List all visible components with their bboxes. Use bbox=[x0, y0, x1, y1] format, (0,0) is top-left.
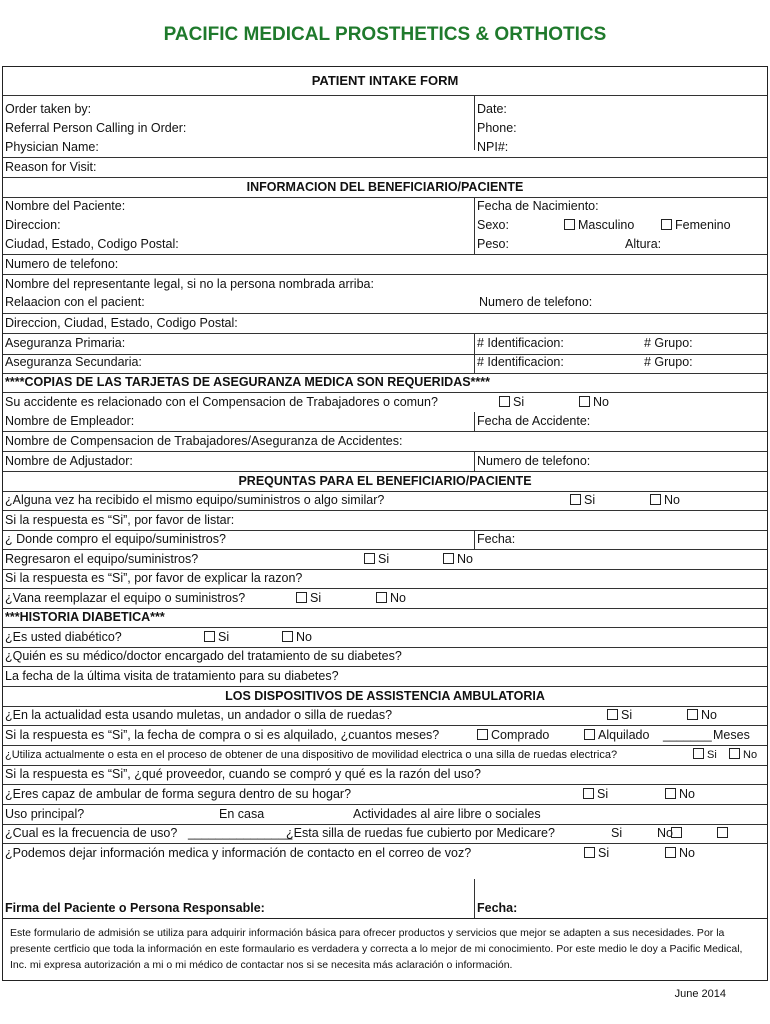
label-q-recibido: ¿Alguna vez ha recibido el mismo equipo/suministros o algo similar? bbox=[5, 493, 385, 507]
label-npi: NPI#: bbox=[477, 140, 509, 154]
label-q-listar: Si la respuesta es “Si”, por favor de listar: bbox=[5, 513, 235, 527]
label-no: No bbox=[296, 630, 312, 644]
row-empleador[interactable] bbox=[3, 412, 767, 432]
label-q-explicar: Si la respuesta es “Si”, por favor de explicar la razon? bbox=[5, 571, 303, 585]
label-femenino: Femenino bbox=[675, 218, 731, 232]
form-date: June 2014 bbox=[674, 988, 726, 1000]
row-representante[interactable] bbox=[3, 274, 767, 294]
row-order-taken[interactable] bbox=[3, 100, 767, 119]
checkbox-reemplazar-no[interactable] bbox=[376, 592, 387, 603]
label-rel-direccion: Direccion, Ciudad, Estado, Codigo Postal: bbox=[5, 316, 238, 330]
label-firma: Firma del Paciente o Persona Responsable: bbox=[5, 901, 265, 915]
row-relacion[interactable] bbox=[3, 293, 767, 312]
label-si: Si bbox=[584, 493, 596, 507]
company-title: PACIFIC MEDICAL PROSTHETICS & ORTHOTICS bbox=[163, 24, 607, 45]
label-q-medico: ¿Quién es su médico/doctor encargado del tratamiento de su diabetes? bbox=[5, 649, 402, 663]
label-date: Date: bbox=[477, 102, 507, 116]
label-si: Si bbox=[597, 787, 609, 801]
row-d-ambular[interactable] bbox=[3, 785, 767, 805]
checkbox-diabetico-no[interactable] bbox=[282, 631, 293, 642]
label-d-muletas: ¿En la actualidad esta usando muletas, un andador o silla de ruedas? bbox=[5, 708, 393, 722]
row-referral[interactable] bbox=[3, 119, 767, 138]
label-copias-requeridas: ****COPIAS DE LAS TARJETAS DE ASEGURANZA MEDICA SON REQUERIDAS**** bbox=[5, 375, 491, 389]
row-q-ultima-visita[interactable] bbox=[3, 667, 767, 687]
row-nombre[interactable] bbox=[3, 197, 767, 216]
row-q-diabetico[interactable] bbox=[3, 628, 767, 648]
checkbox-electrica-no[interactable] bbox=[729, 748, 740, 759]
label-d-correo-voz: ¿Podemos dejar información medica y información de contacto en el correo de voz? bbox=[5, 846, 472, 860]
row-direccion[interactable] bbox=[3, 216, 767, 235]
label-alquilado: Alquilado bbox=[598, 728, 650, 742]
section-questions-heading: PREQUNTAS PARA EL BENEFICIARIO/PACIENTE bbox=[3, 472, 767, 492]
row-q-regresaron[interactable] bbox=[3, 549, 767, 570]
label-si: Si bbox=[598, 846, 610, 860]
label-no: No bbox=[457, 552, 473, 566]
checkbox-diabetico-si[interactable] bbox=[204, 631, 215, 642]
label-en-casa: En casa bbox=[219, 807, 265, 821]
label-q-regresaron: Regresaron el equipo/suministros? bbox=[5, 552, 199, 566]
label-si: Si bbox=[310, 591, 322, 605]
label-no: No bbox=[657, 826, 673, 840]
checkbox-accidente-no[interactable] bbox=[579, 396, 590, 407]
label-fecha-firma: Fecha: bbox=[477, 901, 518, 915]
row-aseguranza-primaria[interactable] bbox=[3, 333, 767, 355]
checkbox-q-recibido-si[interactable] bbox=[570, 494, 581, 505]
label-aseguranza-primaria: Aseguranza Primaria: bbox=[5, 336, 126, 350]
row-q-medico[interactable] bbox=[3, 647, 767, 667]
label-q-donde: ¿ Donde compro el equipo/suministros? bbox=[5, 532, 226, 546]
label-compensacion: Nombre de Compensacion de Trabajadores/Aseguranza de Accidentes: bbox=[5, 434, 403, 448]
label-identificacion-1: # Identificacion: bbox=[477, 336, 564, 350]
meses-blank[interactable]: _______ bbox=[663, 728, 712, 742]
label-relacion: Relaacion con el pacient: bbox=[5, 295, 145, 309]
row-telefono[interactable] bbox=[3, 254, 767, 274]
checkbox-medicare-no[interactable] bbox=[671, 827, 682, 838]
footer-disclaimer bbox=[2, 918, 768, 981]
label-grupo-2: # Grupo: bbox=[644, 355, 693, 369]
row-q-recibido[interactable] bbox=[3, 491, 767, 511]
row-d-electrica[interactable] bbox=[3, 746, 767, 766]
row-d-frecuencia[interactable] bbox=[3, 824, 767, 844]
checkbox-regresaron-si[interactable] bbox=[364, 553, 375, 564]
label-reason: Reason for Visit: bbox=[5, 160, 97, 174]
row-aseguranza-secundaria[interactable] bbox=[3, 353, 767, 374]
label-fecha-nacimiento: Fecha de Nacimiento: bbox=[477, 199, 599, 213]
label-fecha-compra: Fecha: bbox=[477, 532, 516, 546]
label-comprado: Comprado bbox=[491, 728, 550, 742]
checkbox-comprado[interactable] bbox=[477, 729, 488, 740]
section-devices-heading: LOS DISPOSITIVOS DE ASSISTENCIA AMBULATORIA bbox=[3, 687, 767, 707]
label-d-proveedor: Si la respuesta es “Si”, ¿qué proveedor, cuando se compró y qué es la razón del uso? bbox=[5, 767, 481, 781]
label-q-reemplazar: ¿Vana reemplazar el equipo o suministros? bbox=[5, 591, 246, 605]
row-reason[interactable] bbox=[3, 157, 767, 177]
row-q-donde[interactable] bbox=[3, 530, 767, 549]
label-no: No bbox=[679, 846, 695, 860]
row-ciudad[interactable] bbox=[3, 235, 767, 254]
row-rel-direccion[interactable] bbox=[3, 313, 767, 333]
row-compensacion[interactable] bbox=[3, 432, 767, 452]
label-nombre: Nombre del Paciente: bbox=[5, 199, 126, 213]
frecuencia-blank[interactable]: _______________ bbox=[188, 826, 293, 840]
section-beneficiary-heading: INFORMACION DEL BENEFICIARIO/PACIENTE bbox=[3, 177, 767, 198]
label-masculino: Masculino bbox=[578, 218, 635, 232]
label-si: Si bbox=[218, 630, 230, 644]
disclaimer-text: Este formulario de admisión se utiliza para adquirir información básica para ofrecer productos y servicios que mejor se adapten a sus necesidades. Por la presente certficio que toda la información en este formaulario es verdadera y correcta a lo mejor de mi conocimiento. Por este medio le doy a Pacific Medical, Inc. mi expresa autorización a mi o mi médico de contactar nos si se necesita más aclaración o información. bbox=[10, 927, 743, 971]
label-uso-principal: Uso principal? bbox=[5, 807, 85, 821]
checkbox-medicare-si[interactable] bbox=[717, 827, 728, 838]
label-frecuencia: ¿Cual es la frecuencia de uso? bbox=[5, 826, 178, 840]
row-d-uso[interactable] bbox=[3, 805, 767, 825]
label-no: No bbox=[743, 749, 758, 761]
label-accidente: Su accidente es relacionado con el Compensacion de Trabajadores o comun? bbox=[5, 395, 438, 409]
label-d-ambular: ¿Eres capaz de ambular de forma segura dentro de su hogar? bbox=[5, 787, 352, 801]
row-signature[interactable] bbox=[3, 899, 767, 918]
checkbox-accidente-si[interactable] bbox=[499, 396, 510, 407]
form-title: PATIENT INTAKE FORM bbox=[3, 67, 767, 96]
checkbox-femenino[interactable] bbox=[661, 219, 672, 230]
checkbox-muletas-si[interactable] bbox=[607, 709, 618, 720]
label-direccion: Direccion: bbox=[5, 218, 61, 232]
label-referral: Referral Person Calling in Order: bbox=[5, 121, 187, 135]
checkbox-correo-si[interactable] bbox=[584, 847, 595, 858]
label-si: Si bbox=[621, 708, 633, 722]
label-si: Si bbox=[707, 749, 717, 761]
label-d-electrica: ¿Utiliza actualmente o esta en el proceso de obtener de una dispositivo de movilidad electrica o una silla de ruedas electrica? bbox=[5, 749, 618, 761]
row-d-proveedor[interactable] bbox=[3, 765, 767, 785]
label-identificacion-2: # Identificacion: bbox=[477, 355, 564, 369]
row-adjustador[interactable] bbox=[3, 452, 767, 472]
label-peso: Peso: bbox=[477, 237, 509, 251]
label-si: Si bbox=[378, 552, 390, 566]
label-meses: Meses bbox=[713, 728, 750, 742]
checkbox-correo-no[interactable] bbox=[665, 847, 676, 858]
checkbox-reemplazar-si[interactable] bbox=[296, 592, 307, 603]
row-physician[interactable] bbox=[3, 138, 767, 157]
row-d-correo-voz[interactable] bbox=[3, 844, 767, 863]
label-si: Si bbox=[611, 826, 623, 840]
label-medicare: ¿Esta silla de ruedas fue cubierto por Medicare? bbox=[286, 826, 555, 840]
label-sexo: Sexo: bbox=[477, 218, 509, 232]
row-copias bbox=[3, 373, 767, 393]
row-q-explicar[interactable] bbox=[3, 569, 767, 589]
label-no: No bbox=[664, 493, 680, 507]
label-q-ultima-visita: La fecha de la última visita de tratamiento para su diabetes? bbox=[5, 669, 339, 683]
checkbox-masculino[interactable] bbox=[564, 219, 575, 230]
checkbox-regresaron-no[interactable] bbox=[443, 553, 454, 564]
checkbox-ambular-si[interactable] bbox=[583, 788, 594, 799]
label-actividades: Actividades al aire libre o sociales bbox=[353, 807, 541, 821]
label-fecha-accidente: Fecha de Accidente: bbox=[477, 414, 591, 428]
checkbox-muletas-no[interactable] bbox=[687, 709, 698, 720]
label-q-diabetico: ¿Es usted diabético? bbox=[5, 630, 122, 644]
row-accidente[interactable] bbox=[3, 393, 767, 412]
label-no: No bbox=[593, 395, 609, 409]
label-adjustador: Nombre de Adjustador: bbox=[5, 454, 133, 468]
label-grupo-1: # Grupo: bbox=[644, 336, 693, 350]
checkbox-ambular-no[interactable] bbox=[665, 788, 676, 799]
label-rel-telefono: Numero de telefono: bbox=[479, 295, 593, 309]
label-telefono: Numero de telefono: bbox=[5, 257, 119, 271]
label-adj-telefono: Numero de telefono: bbox=[477, 454, 591, 468]
label-aseguranza-secundaria: Aseguranza Secundaria: bbox=[5, 355, 142, 369]
label-ciudad: Ciudad, Estado, Codigo Postal: bbox=[5, 237, 179, 251]
row-d-compra[interactable] bbox=[3, 726, 767, 746]
checkbox-q-recibido-no[interactable] bbox=[650, 494, 661, 505]
label-empleador: Nombre de Empleador: bbox=[5, 414, 135, 428]
label-order-taken: Order taken by: bbox=[5, 102, 92, 116]
checkbox-electrica-si[interactable] bbox=[693, 748, 704, 759]
label-no: No bbox=[390, 591, 406, 605]
label-physician: Physician Name: bbox=[5, 140, 99, 154]
row-q-listar[interactable] bbox=[3, 511, 767, 531]
label-no: No bbox=[679, 787, 695, 801]
label-phone: Phone: bbox=[477, 121, 517, 135]
checkbox-alquilado[interactable] bbox=[584, 729, 595, 740]
row-d-muletas[interactable] bbox=[3, 706, 767, 726]
label-representante: Nombre del representante legal, si no la persona nombrada arriba: bbox=[5, 277, 374, 291]
label-si: Si bbox=[513, 395, 525, 409]
label-no: No bbox=[701, 708, 717, 722]
row-q-reemplazar[interactable] bbox=[3, 589, 767, 609]
intake-form bbox=[2, 66, 768, 981]
label-d-compra: Si la respuesta es “Si”, la fecha de compra o si es alquilado, ¿cuantos meses? bbox=[5, 728, 440, 742]
label-historia-diabetica: ***HISTORIA DIABETICA*** bbox=[5, 610, 165, 624]
label-altura: Altura: bbox=[625, 237, 662, 251]
row-historia bbox=[3, 608, 767, 628]
